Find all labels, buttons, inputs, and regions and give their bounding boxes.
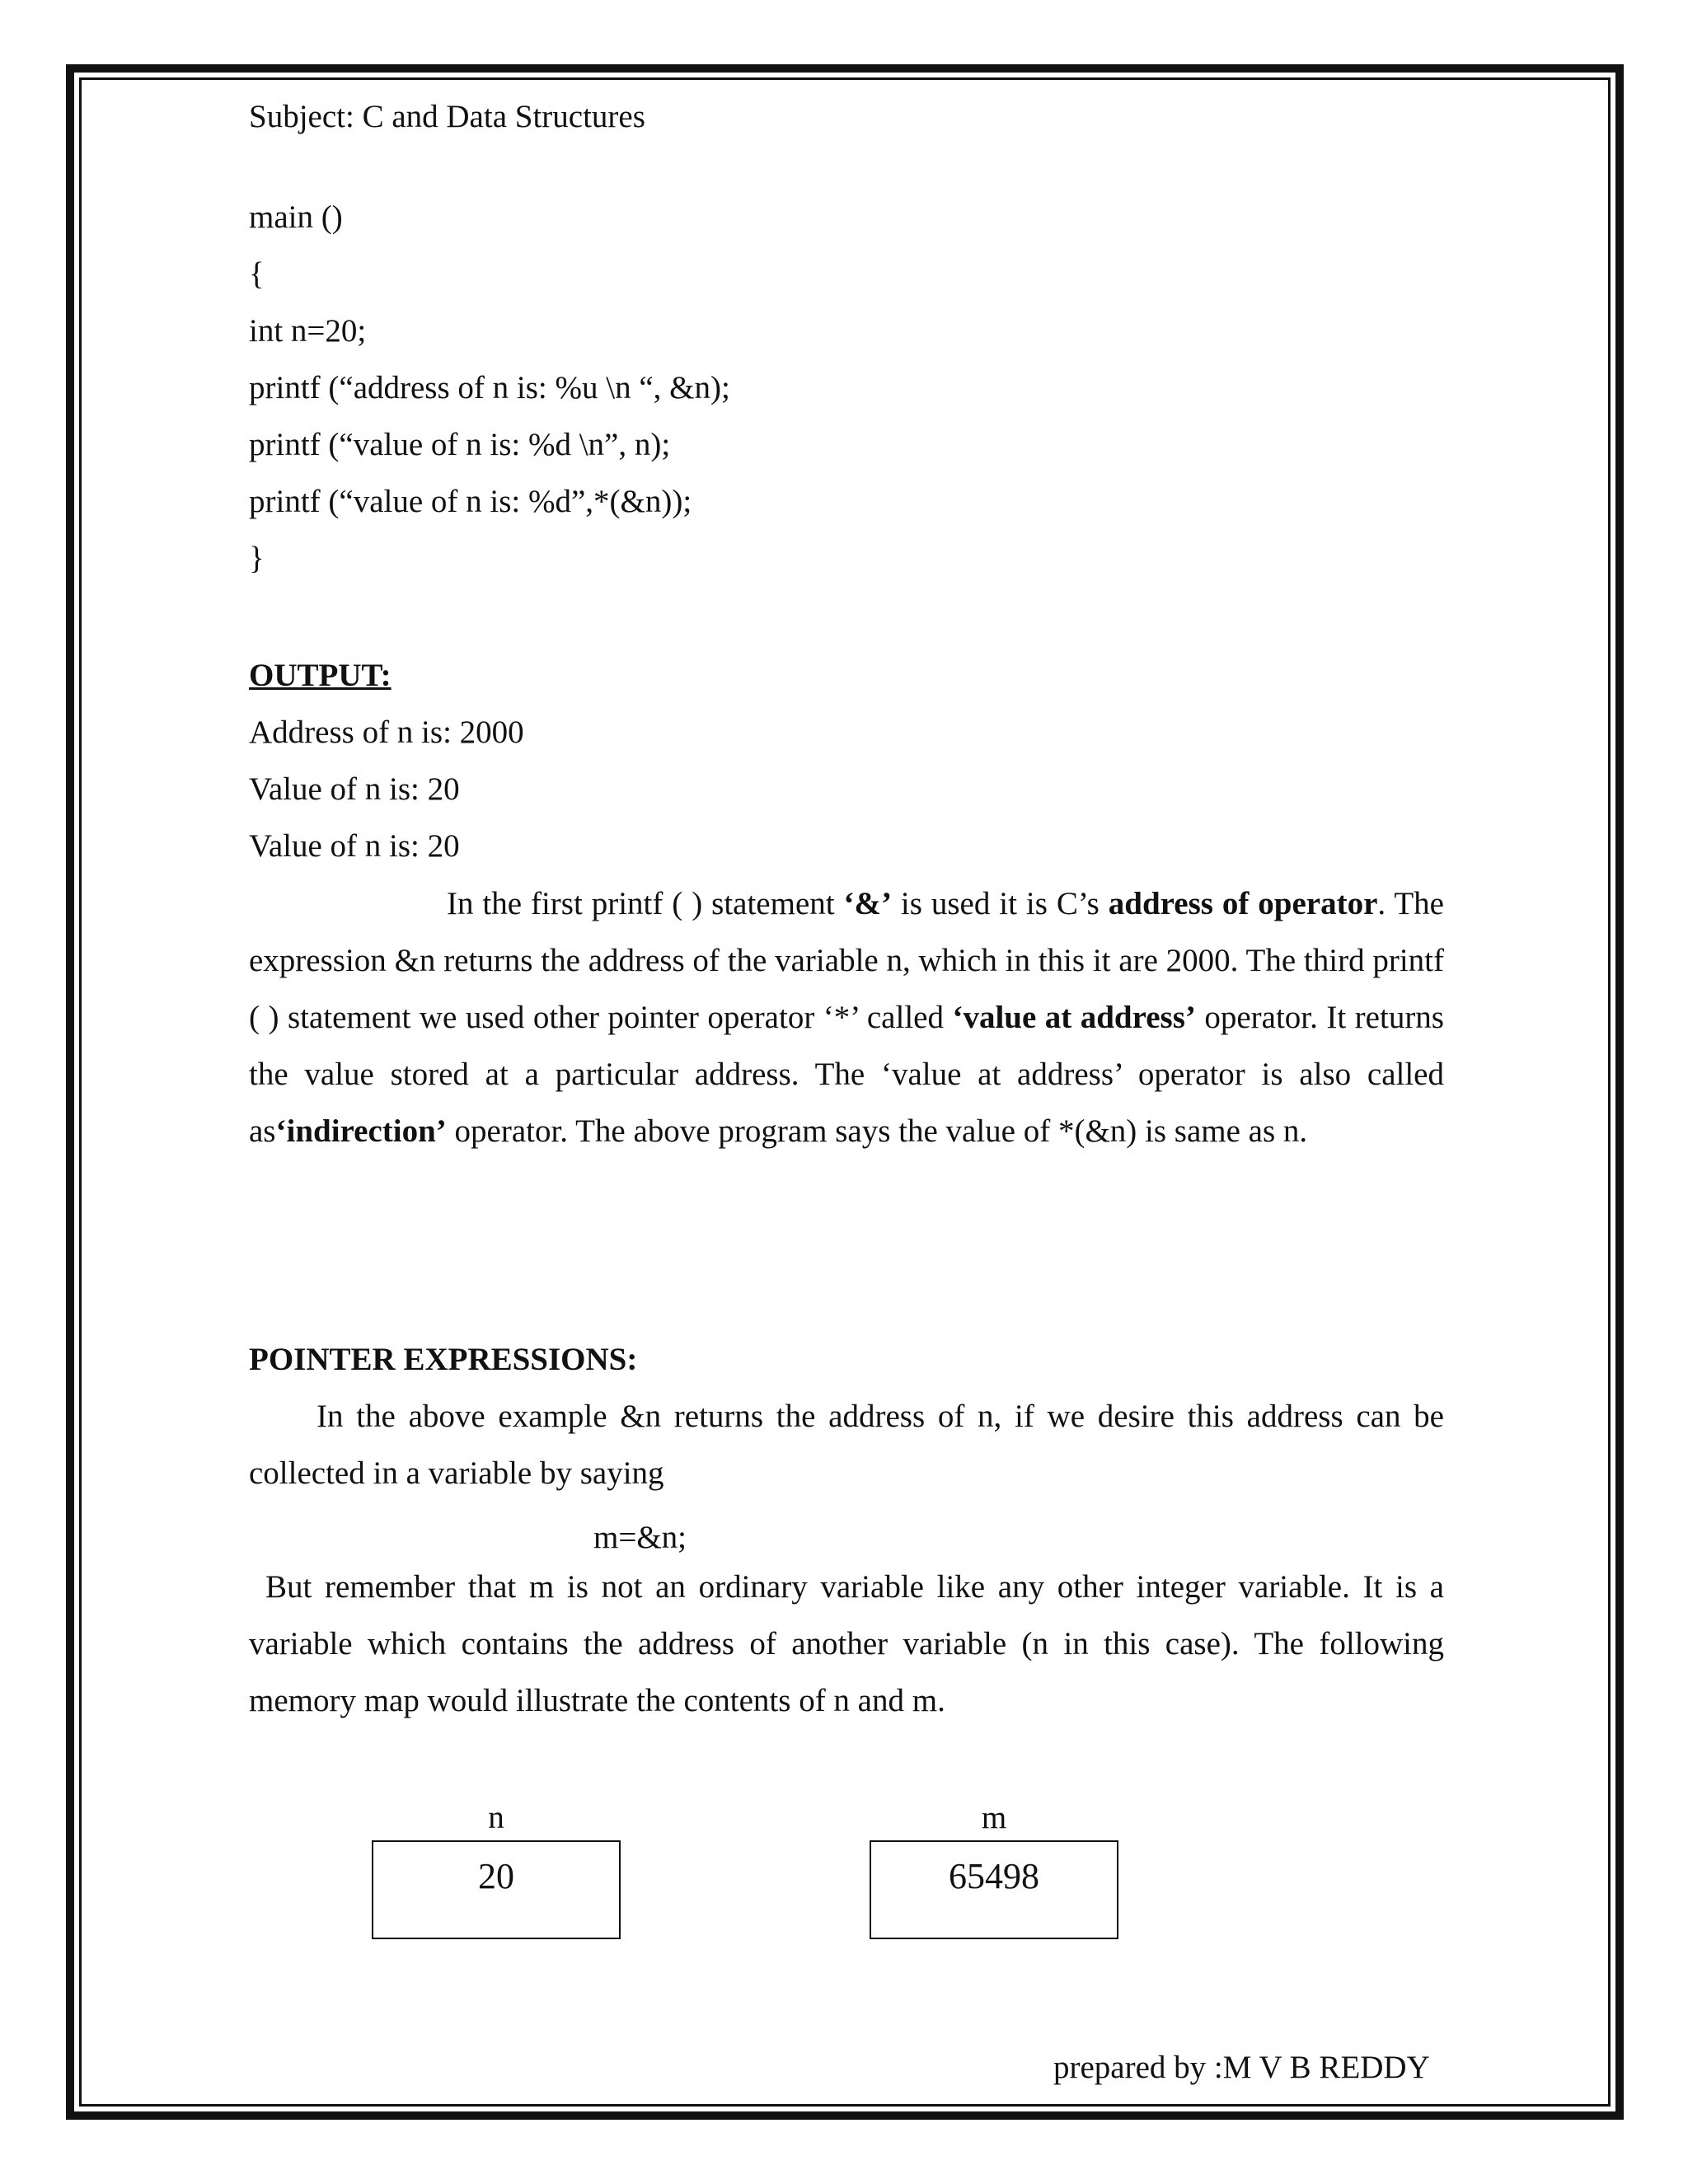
memory-label-m: m xyxy=(981,1800,1007,1835)
pointer-expressions-heading: POINTER EXPRESSIONS: xyxy=(249,1342,638,1377)
output-heading: OUTPUT: xyxy=(249,658,392,693)
code-line: printf (“address of n is: %u \n “, &n); xyxy=(249,370,730,405)
code-line: } xyxy=(249,541,265,576)
code-line: printf (“value of n is: %d”,*(&n)); xyxy=(249,484,692,519)
footer-prepared-by: prepared by :M V B REDDY xyxy=(1053,2050,1430,2085)
code-line: int n=20; xyxy=(249,313,367,349)
output-line: Value of n is: 20 xyxy=(249,828,460,864)
memory-box-n: 20 xyxy=(372,1840,621,1939)
output-line: Value of n is: 20 xyxy=(249,771,460,807)
code-line: printf (“value of n is: %d \n”, n); xyxy=(249,427,671,462)
assignment-code: m=&n; xyxy=(593,1520,687,1555)
memory-box-m: 65498 xyxy=(870,1840,1118,1939)
output-line: Address of n is: 2000 xyxy=(249,715,524,750)
memory-explanation-paragraph: But remember that m is not an ordinary variable like any other integer variable. It is a variable which contains the address of another variable (n in this case). The following memory map would illustrate the contents of n and m. xyxy=(249,1569,1444,1718)
pointer-expressions-paragraph: In the above example &n returns the address of n, if we desire this address can be collected in a variable by saying xyxy=(249,1399,1444,1491)
code-line: main () xyxy=(249,199,343,235)
memory-label-n: n xyxy=(488,1800,504,1835)
code-line: { xyxy=(249,256,265,292)
subject-header: Subject: C and Data Structures xyxy=(249,99,645,134)
explanation-paragraph: In the first printf ( ) statement ‘&’ is used it is C’s address of operator. The expression &n returns the address of the variable n, which in this it are 2000. The third printf ( ) statement we used other pointer operator ‘*’ called ‘value at address’ operator. It returns the value stored at a particular address. The ‘value at address’ operator is also called as‘indirection’ operator. The above program says the value of *(&n) is same as n. xyxy=(249,886,1444,1149)
